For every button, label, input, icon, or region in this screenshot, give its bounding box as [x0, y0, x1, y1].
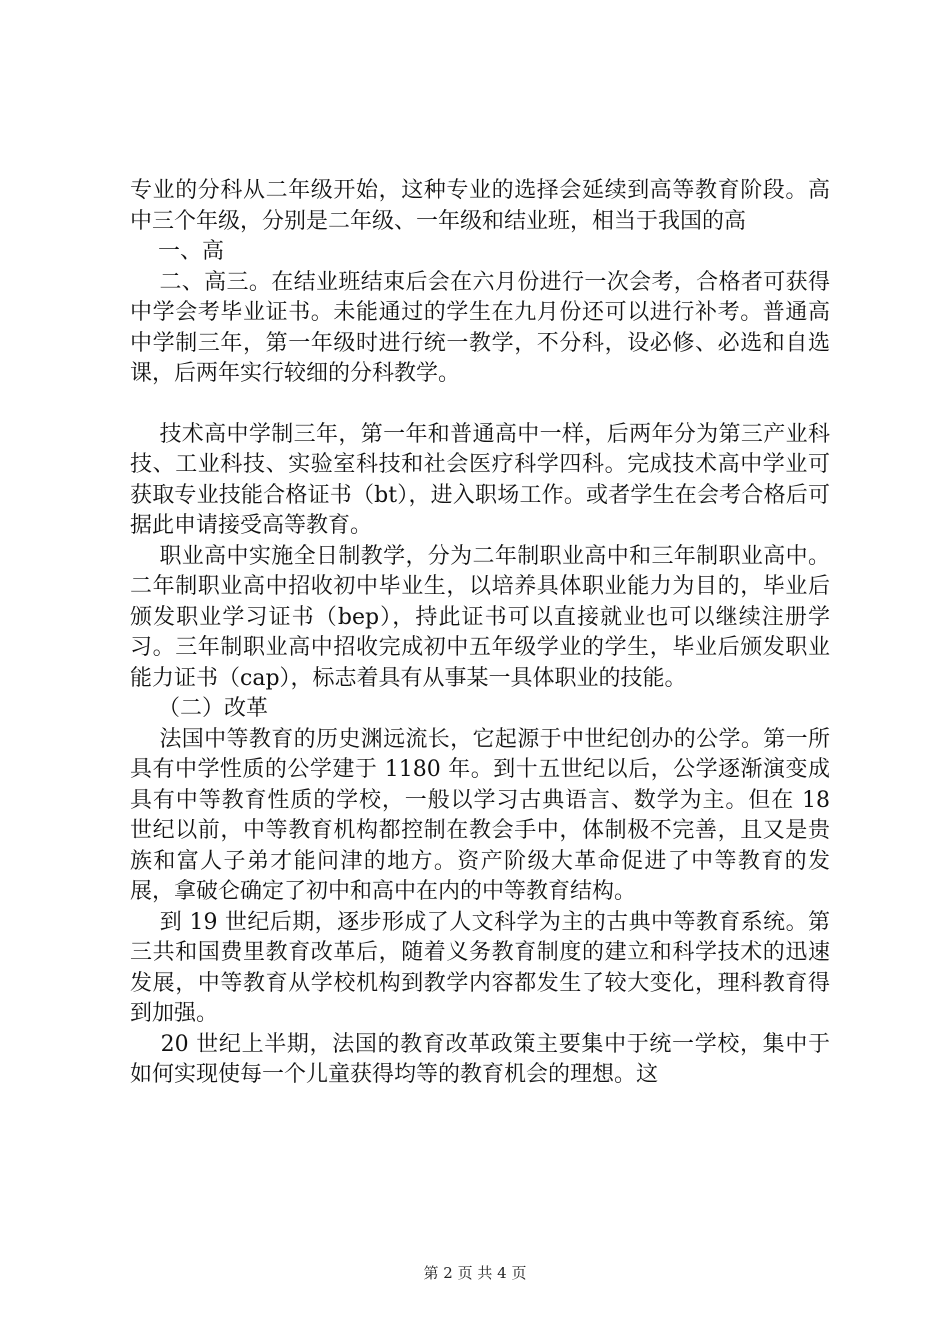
paragraph-1: 专业的分科从二年级开始，这种专业的选择会延续到高等教育阶段。高中三个年级，分别是二年级、一年级和结业班，相当于我国的高 [130, 178, 830, 234]
paragraph-7: 到 19 世纪后期，逐步形成了人文科学为主的古典中等教育系统。第三共和国费里教育改革后，随着义务教育制度的建立和科学技术的迅速发展，中等教育从学校机构到教学内容都发生了较大变化，理科教育得到加强。 [130, 909, 831, 1026]
paragraph-6: 法国中等教育的历史渊远流长，它起源于中世纪创办的公学。第一所具有中学性质的公学建于 1180 年。到十五世纪以后，公学逐渐演变成具有中等教育性质的学校，一般以学习古典语言、数学为主。但在 18 世纪以前，中等教育机构都控制在教会手中，体制极不完善，且又是贵族和富人子弟才能问津的地方。资产阶级大革命促进了中等教育的发展，拿破仑确定了初中和高中在内的中等教育结构。 [130, 726, 837, 904]
paragraph-4: 技术高中学制三年，第一年和普通高中一样，后两年分为第三产业科技、工业科技、实验室科技和社会医疗科学四科。完成技术高中学业可获取专业技能合格证书（bt），进入职场工作。或者学生在会考合格后可据此申请接受高等教育。 [130, 421, 830, 538]
document-body [130, 176, 837, 1091]
section-heading: （二）改革 [130, 696, 268, 721]
paragraph-spacer [130, 390, 830, 420]
paragraph-2: 一、高 [130, 239, 224, 264]
paragraph-8: 20 世纪上半期，法国的教育改革政策主要集中于统一学校，集中于如何实现使每一个儿童获得均等的教育机会的理想。这 [130, 1031, 830, 1087]
page-footer: 第 2 页 共 4 页 [423, 1264, 527, 1282]
paragraph-5: 职业高中实施全日制教学，分为二年制职业高中和三年制职业高中。二年制职业高中招收初中毕业生，以培养具体职业能力为目的，毕业后颁发职业学习证书（bep），持此证书可以直接就业也可以继续注册学习。三年制职业高中招收完成初中五年级学业的学生，毕业后颁发职业能力证书（cap），标志着具有从事某一具体职业的技能。 [130, 543, 830, 691]
paragraph-3: 二、高三。在结业班结束后会在六月份进行一次会考，合格者可获得中学会考毕业证书。未能通过的学生在九月份还可以进行补考。普通高中学制三年，第一年级时进行统一教学，不分科，设必修、必选和自选课，后两年实行较细的分科教学。 [130, 269, 830, 386]
